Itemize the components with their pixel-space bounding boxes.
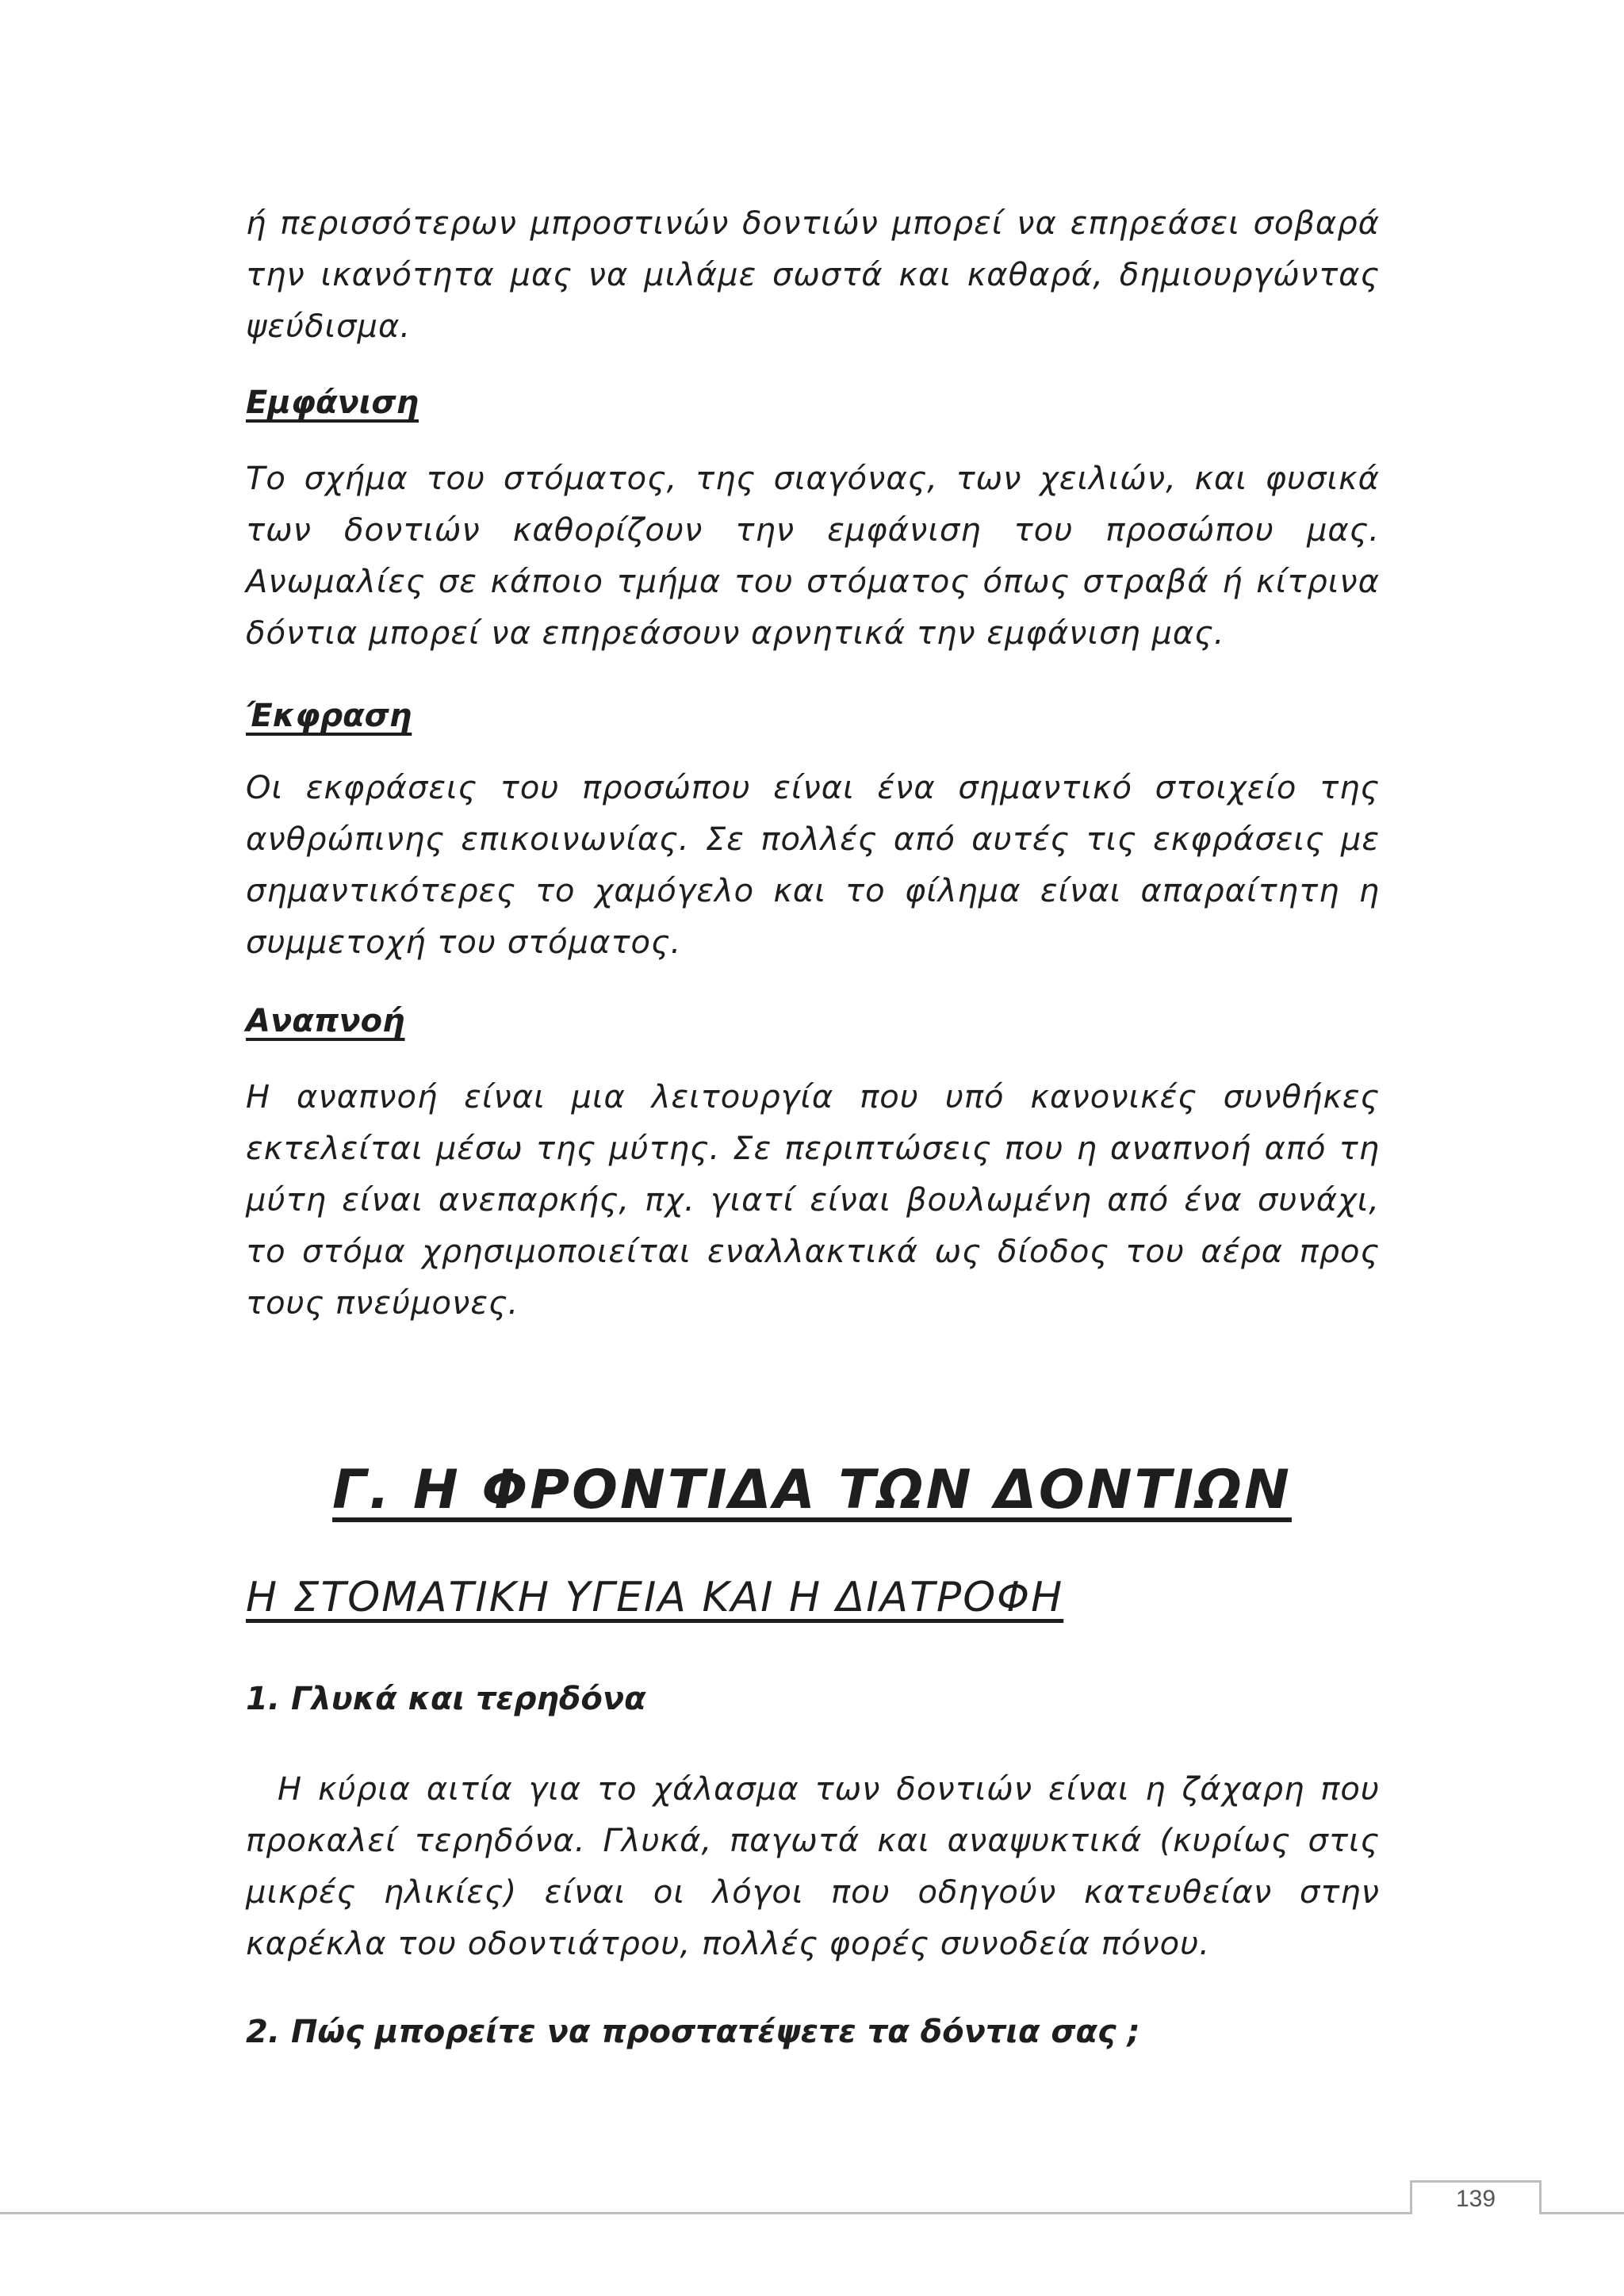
item1-title-block — [246, 1681, 1380, 1717]
footer-rule — [0, 2212, 1624, 2214]
section-text: Οι εκφράσεις του προσώπου είναι ένα σημαντικό στοιχείο της ανθρώπινης επικοινωνίας. Σε πολλές από αυτές τις εκφράσεις με σημαντικότερες το χαμόγελο και το φίλημα είναι απαραίτητη η συμμετοχή του στόματος. — [246, 770, 1380, 961]
intro-block — [246, 198, 1380, 353]
section-text: Το σχήμα του στόματος, της σιαγόνας, των χειλιών, και φυσικά των δοντιών καθορίζουν την εμφάνιση του προσώπου μας. Ανωμαλίες σε κάποιο τμήμα του στόματος όπως στραβά ή κίτρινα δόντια μπορεί να επηρεάσουν αρνητικά την εμφάνιση μας. — [246, 461, 1380, 652]
section-appearance-body — [246, 453, 1380, 660]
section-heading: Αναπνοή — [246, 1003, 405, 1039]
section-title: Η ΣΤΟΜΑΤΙΚΗ ΥΓΕΙΑ ΚΑΙ Η ΔΙΑΤΡΟΦΗ — [246, 1574, 1064, 1621]
item1-body-block — [246, 1764, 1380, 1970]
intro-paragraph: ή περισσότερων μπροστινών δοντιών μπορεί να επηρεάσει σοβαρά την ικανότητα μας να μιλάμε σωστά και καθαρά, δημιουργώντας ψεύδισμα. — [246, 205, 1380, 345]
item1-text: Η κύρια αιτία για το χάλασμα των δοντιών είναι η ζάχαρη που προκαλεί τερηδόνα. Γλυκά, παγωτά και αναψυκτικά (κυρίως στις μικρές ηλικίες) είναι οι λόγοι που οδηγούν κατευθείαν στην καρέκλα του οδοντιάτρου, πολλές φορές συνοδεία πόνου. — [246, 1771, 1380, 1962]
section-title-block — [246, 1574, 1380, 1621]
section-breathing — [246, 1003, 1380, 1039]
page-number: 139 — [1410, 2180, 1542, 2214]
item2-title-block — [246, 2014, 1380, 2050]
section-breathing-body — [246, 1072, 1380, 1330]
item1-title: 1. Γλυκά και τερηδόνα — [246, 1681, 646, 1717]
section-appearance — [246, 385, 1380, 421]
chapter-title: Γ. Η ΦΡΟΝΤΙΔΑ ΤΩΝ ΔΟΝΤΙΩΝ — [332, 1459, 1292, 1521]
section-expression — [246, 698, 1380, 734]
section-text: Η αναπνοή είναι μια λειτουργία που υπό κανονικές συνθήκες εκτελείται μέσω της μύτης. Σε περιπτώσεις που η αναπνοή από τη μύτη είναι ανεπαρκής, πχ. γιατί είναι βουλωμένη από ένα συνάχι, το στόμα χρησιμοποιείται εναλλακτικά ως δίοδος του αέρα προς τους πνεύμονες. — [246, 1079, 1380, 1322]
item2-title: 2. Πώς μπορείτε να προστατέψετε τα δόντια σας ; — [246, 2014, 1140, 2050]
section-heading: Εμφάνιση — [246, 385, 419, 421]
section-heading: Έκφραση — [246, 698, 412, 734]
section-expression-body — [246, 763, 1380, 969]
